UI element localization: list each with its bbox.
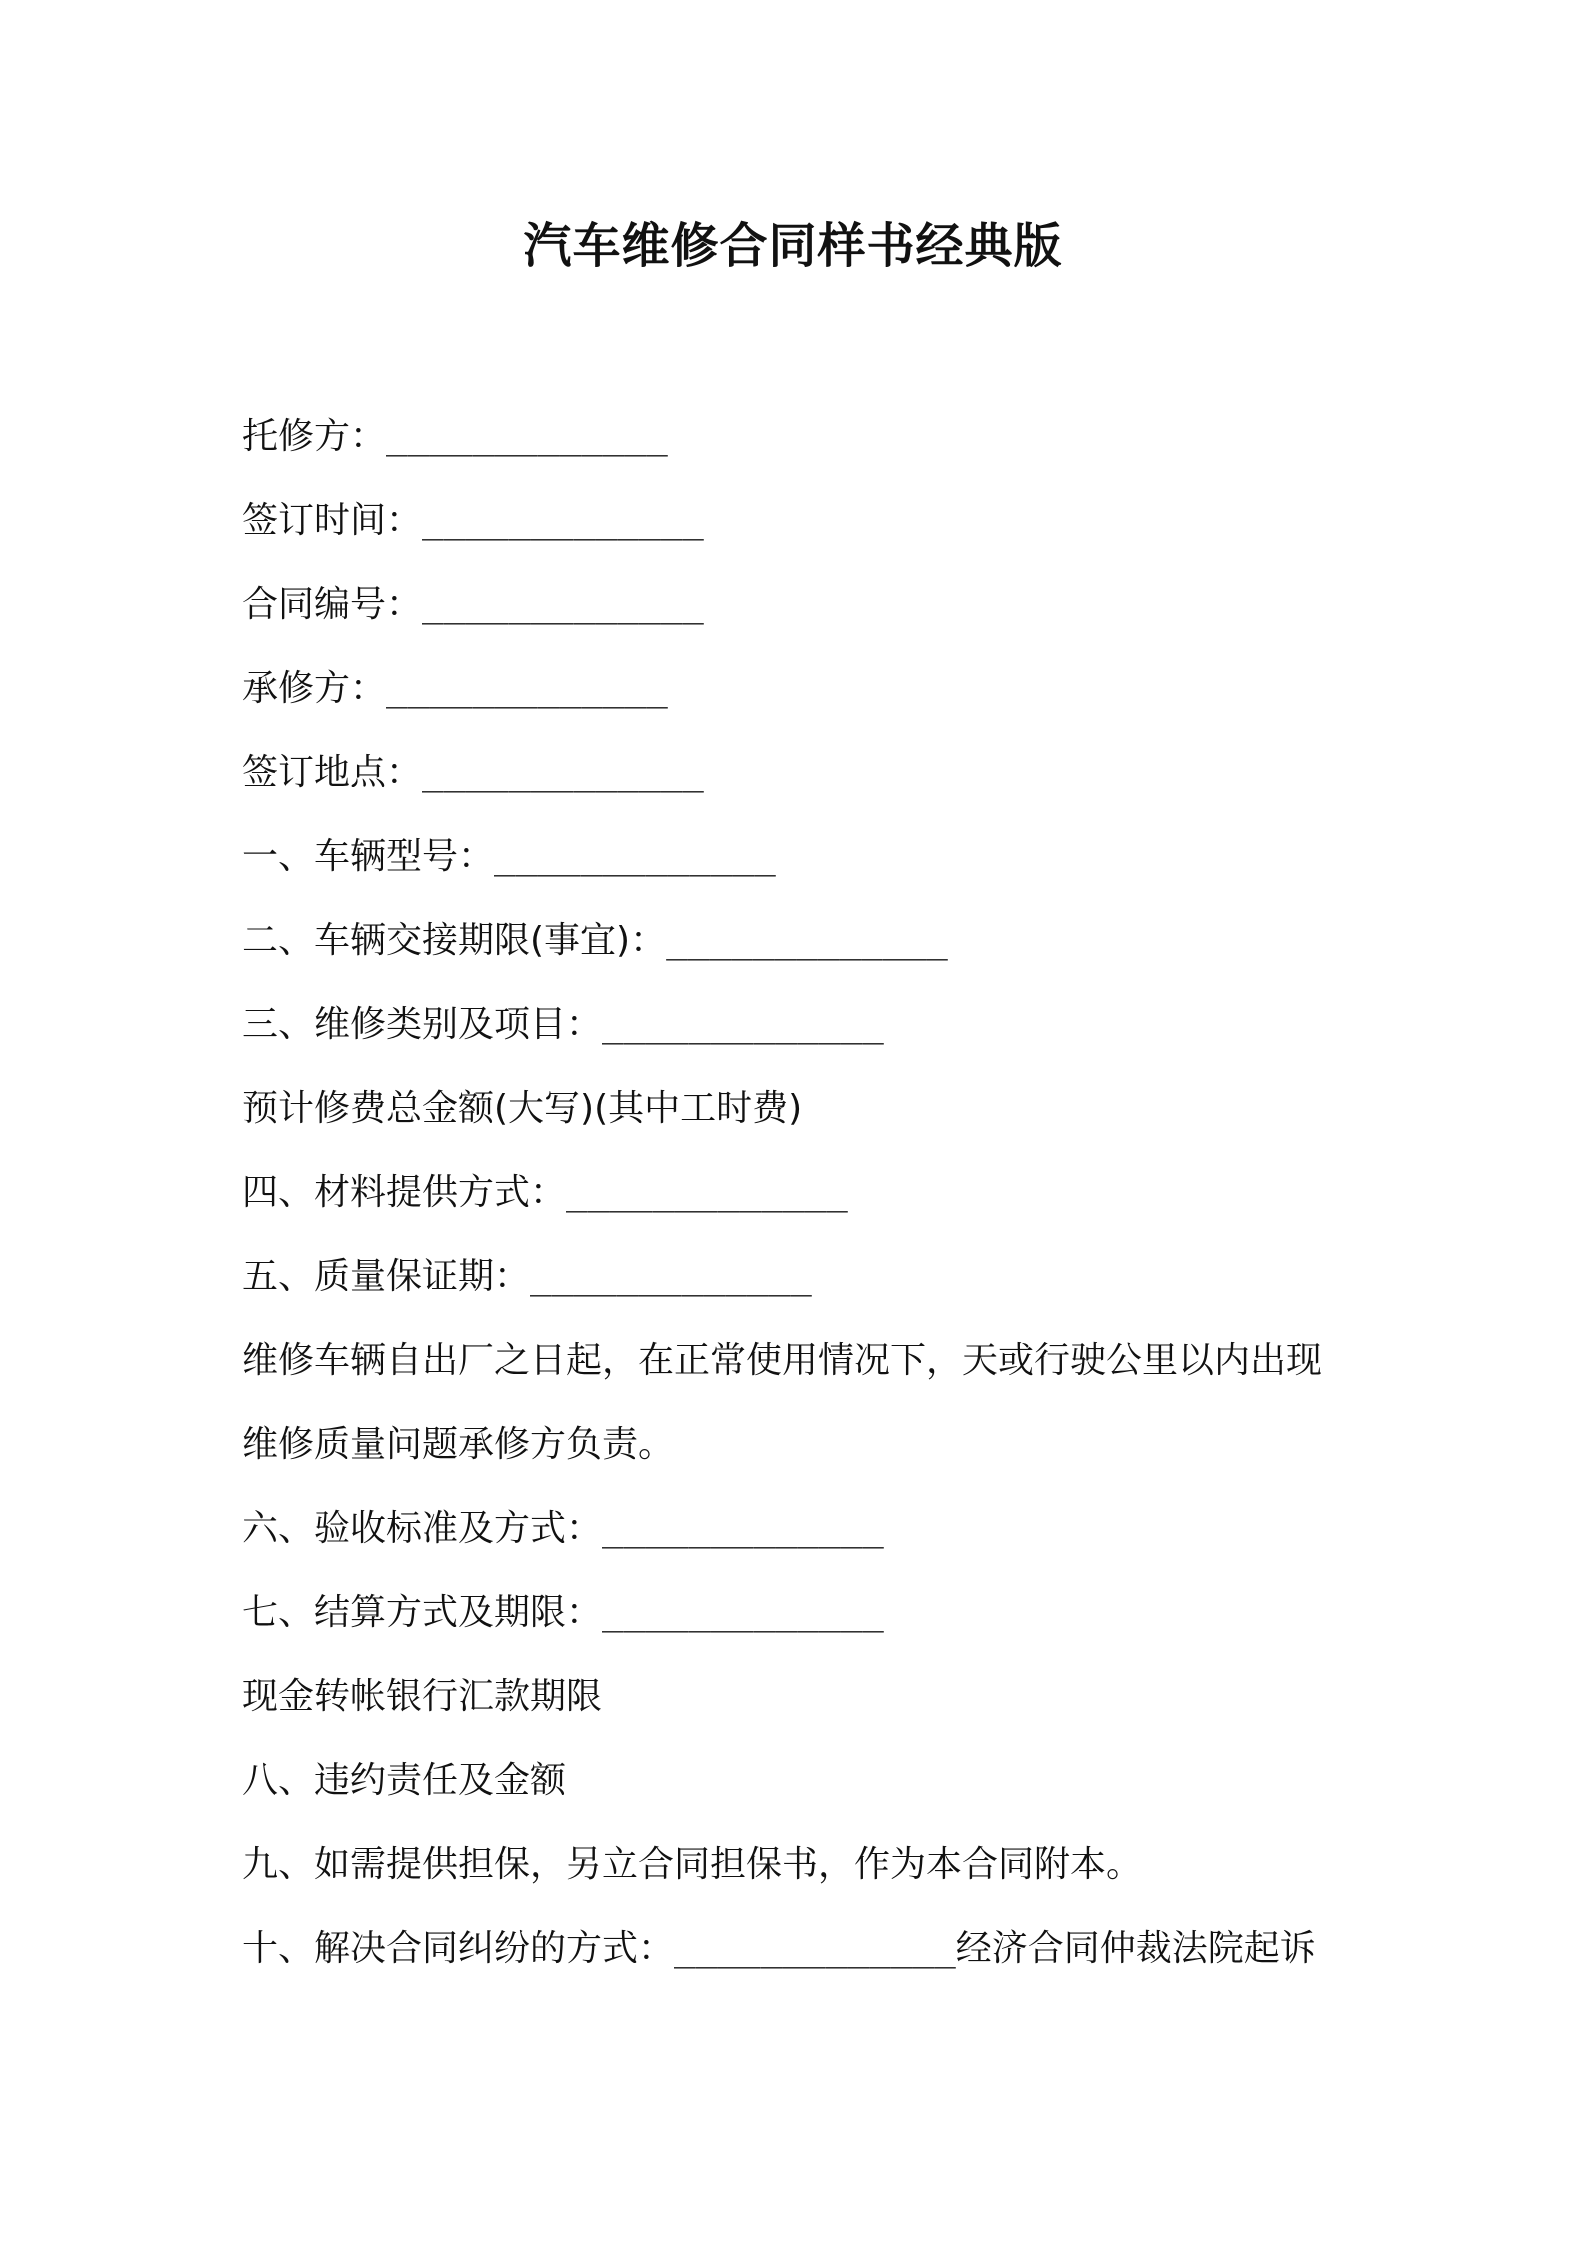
field-client	[242, 412, 668, 462]
blank-line: _____________	[566, 1172, 848, 1213]
clause-10-dispute-resolution	[242, 1924, 1316, 1974]
field-label: 承修方：	[242, 668, 387, 709]
paragraph-text: 现金转帐银行汇款期限	[242, 1676, 603, 1717]
field-label: 五、质量保证期：	[242, 1256, 531, 1297]
clause-2-vehicle-handover	[242, 916, 948, 966]
clause-6-acceptance-standard	[242, 1504, 884, 1554]
clause-5-warranty-period	[242, 1252, 812, 1302]
field-label: 六、验收标准及方式：	[242, 1508, 603, 1549]
paragraph-text: 预计修费总金额(大写)(其中工时费)	[242, 1088, 803, 1129]
clause-9-guarantee	[242, 1840, 1142, 1890]
warranty-description-line-2	[242, 1420, 674, 1470]
blank-line: _____________	[494, 836, 776, 877]
field-label: 四、材料提供方式：	[242, 1172, 567, 1213]
blank-line: _____________	[422, 752, 704, 793]
estimated-total-fee	[242, 1084, 802, 1134]
field-label: 托修方：	[242, 416, 387, 457]
blank-line: _____________	[386, 416, 668, 457]
field-label: 签订时间：	[242, 500, 423, 541]
field-repairer	[242, 664, 668, 714]
field-label: 合同编号：	[242, 584, 423, 625]
field-label: 十、解决合同纠纷的方式：	[242, 1928, 675, 1969]
field-signing-date	[242, 496, 704, 546]
payment-options	[242, 1672, 602, 1722]
field-label: 一、车辆型号：	[242, 836, 495, 877]
blank-line: _____________	[386, 668, 668, 709]
blank-line: _____________	[422, 500, 704, 541]
blank-line: _____________	[602, 1004, 884, 1045]
field-contract-number	[242, 580, 704, 630]
paragraph-text: 九、如需提供担保，另立合同担保书，作为本合同附本。	[242, 1844, 1143, 1885]
clause-8-breach-liability	[242, 1756, 566, 1806]
clause-1-vehicle-model	[242, 832, 776, 882]
field-label: 三、维修类别及项目：	[242, 1004, 603, 1045]
field-label: 二、车辆交接期限(事宜)：	[242, 920, 667, 961]
paragraph-text: 维修车辆自出厂之日起，在正常使用情况下，天或行驶公里以内出现	[242, 1340, 1323, 1381]
blank-line: _____________	[666, 920, 948, 961]
field-label: 签订地点：	[242, 752, 423, 793]
clause-7-settlement-method	[242, 1588, 884, 1638]
blank-line: _____________	[602, 1508, 884, 1549]
document-title: 汽车维修合同样书经典版	[523, 218, 1063, 274]
clause-4-material-supply	[242, 1168, 848, 1218]
field-label: 七、结算方式及期限：	[242, 1592, 603, 1633]
warranty-description-line-1	[242, 1336, 1322, 1386]
paragraph-text: 八、违约责任及金额	[242, 1760, 567, 1801]
paragraph-text: 维修质量问题承修方负责。	[242, 1424, 675, 1465]
field-signing-place	[242, 748, 704, 798]
blank-line: _____________	[422, 584, 704, 625]
blank-line: _____________	[674, 1928, 956, 1969]
blank-line: _____________	[530, 1256, 812, 1297]
field-suffix: 经济合同仲裁法院起诉	[955, 1928, 1316, 1969]
blank-line: _____________	[602, 1592, 884, 1633]
clause-3-repair-category	[242, 1000, 884, 1050]
